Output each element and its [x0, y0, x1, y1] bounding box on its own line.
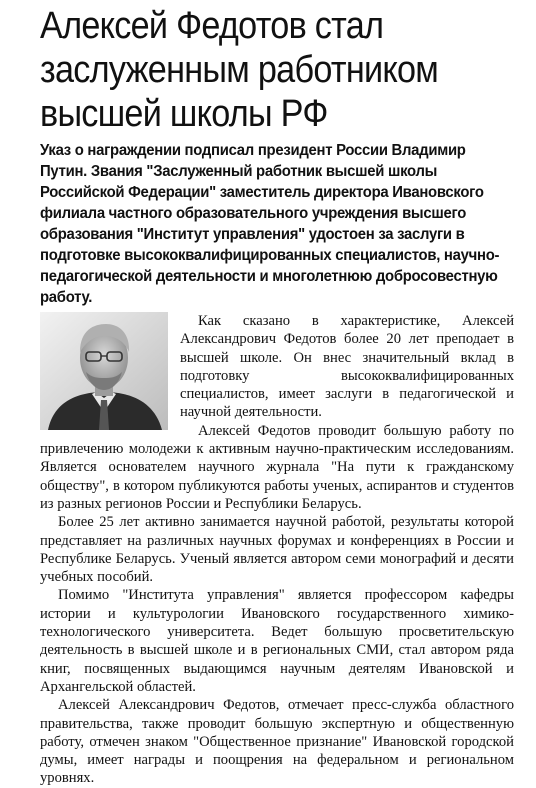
article-paragraph-4: Помимо "Института управления" является профессором кафедры истории и культурологии Ивановского государственного химико-технологического университета. Ведет большую просветительскую деятельность в высшей школе и в региональных СМИ, стал автором ряда книг, посвященных выдающимся научным деятелям Ивановской и Архангельской областей.	[40, 587, 514, 695]
portrait-photo	[40, 312, 168, 430]
article-body	[40, 312, 514, 788]
article-paragraph-3: Более 25 лет активно занимается научной работой, результаты которой представляет на различных научных форумах и конференциях в России и Республике Беларусь. Ученый является автором семи монографий и десяти учебных пособий.	[40, 514, 514, 586]
portrait-image	[40, 312, 168, 430]
article-paragraph-2: Алексей Федотов проводит большую работу по привлечению молодежи к активным научно-практическим исследованиям. Является основателем научного журнала "На пути к гражданскому обществу", в котором публикуются работы ученых, аспирантов и студентов из разных регионов России и Республики Беларусь.	[40, 422, 514, 512]
article-lead: Указ о награждении подписал президент России Владимир Путин. Звания "Заслуженный работник высшей школы Российской Федерации" заместитель директора Ивановского филиала частного образовательного учреждения высшего образования "Институт управления" удостоен за заслуги в подготовке высококвалифицированных специалистов, научно-педагогической деятельности и многолетнюю добросовестную работу.	[40, 142, 500, 306]
article-paragraph-1: Как сказано в характеристике, Алексей Александрович Федотов более 20 лет преподает в высшей школе. Он внес значительный вклад в подготовку высококвалифицированных специалистов, имеет заслуги в педагогической и научной деятельности.	[180, 313, 514, 421]
article-headline: Алексей Федотов стал заслуженным работником высшей школы РФ	[40, 5, 439, 135]
article-paragraph-5: Алексей Александрович Федотов, отмечает пресс-служба областного правительства, также проводит большую экспертную и общественную работу, отмечен знаком "Общественное признание" Ивановской городской думы, имеет награды и поощрения на федеральном и региональном уровнях.	[40, 697, 514, 787]
